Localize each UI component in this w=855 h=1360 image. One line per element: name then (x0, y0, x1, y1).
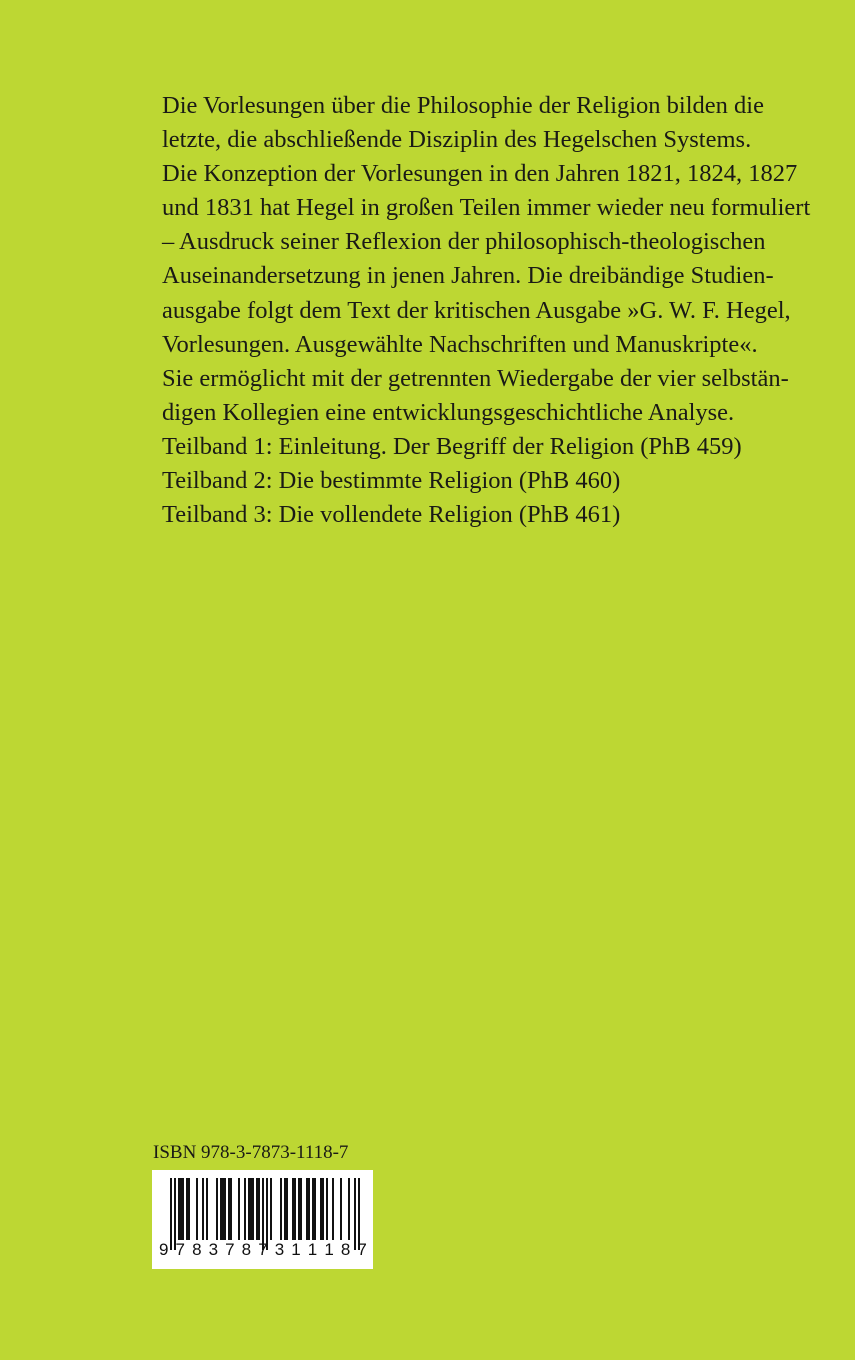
blurb-line: Vorlesungen. Ausgewählte Nachschriften und Manuskripte«. (162, 330, 758, 358)
barcode-bar (248, 1178, 250, 1240)
blurb-line: Auseinandersetzung in jenen Jahren. Die dreibändige Studien- (162, 262, 774, 290)
barcode-bar (182, 1178, 184, 1240)
barcode-bar (270, 1178, 272, 1240)
barcode-bar (188, 1178, 190, 1240)
barcode-bar (348, 1178, 350, 1240)
barcode-bar (308, 1178, 310, 1240)
barcode-bar (228, 1178, 230, 1240)
barcode-bar (216, 1178, 218, 1240)
barcode-digit: 7 (175, 1240, 185, 1259)
barcode (152, 1170, 373, 1269)
barcode-bar (292, 1178, 294, 1240)
barcode-bar (206, 1178, 208, 1240)
barcode-bar (258, 1178, 260, 1240)
barcode-digit: 8 (241, 1240, 252, 1259)
barcode-bar (256, 1178, 258, 1240)
barcode-bar (300, 1178, 302, 1240)
barcode-digit: 3 (208, 1240, 219, 1259)
volume-line-3: Teilband 3: Die vollendete Religion (PhB 461) (162, 501, 621, 529)
barcode-bar (306, 1178, 308, 1240)
barcode-digit: 1 (307, 1240, 318, 1259)
barcode-digit: 1 (324, 1240, 334, 1259)
barcode-bar (196, 1178, 198, 1240)
barcode-digit: 8 (192, 1240, 202, 1259)
blurb-line: letzte, die abschließende Disziplin des Hegelschen Systems. (162, 126, 752, 154)
barcode-bar (284, 1178, 286, 1240)
barcode-digit: 7 (258, 1240, 268, 1259)
blurb-line: ausgabe folgt dem Text der kritischen Ausgabe »G. W. F. Hegel, (162, 296, 791, 324)
blurb-line: digen Kollegien eine entwicklungsgeschichtliche Analyse. (162, 398, 735, 426)
isbn-label: ISBN 978-3-7873-1118-7 (153, 1142, 349, 1163)
barcode-digit: 3 (274, 1240, 285, 1259)
barcode-bar (280, 1178, 282, 1240)
barcode-digit: 7 (225, 1240, 235, 1259)
barcode-bar (178, 1178, 180, 1240)
barcode-bar (298, 1178, 300, 1240)
barcode-digit: 8 (340, 1240, 351, 1259)
barcode-bar (252, 1178, 254, 1240)
barcode-bar (230, 1178, 232, 1240)
blurb-line: Sie ermöglicht mit der getrennten Wiedergabe der vier selbstän- (162, 364, 789, 392)
volume-line-2: Teilband 2: Die bestimmte Religion (PhB 460) (162, 467, 621, 495)
barcode-digits (159, 1240, 367, 1260)
blurb-line: Die Vorlesungen über die Philosophie der Religion bilden die (162, 92, 764, 119)
barcode-bar (340, 1178, 342, 1240)
blurb-line: – Ausdruck seiner Reflexion der philosophisch-theologischen (162, 228, 766, 256)
blurb-text (162, 89, 811, 532)
barcode-bar (250, 1178, 252, 1240)
barcode-bar (186, 1178, 188, 1240)
blurb-line: Die Konzeption der Vorlesungen in den Jahren 1821, 1824, 1827 (162, 160, 798, 188)
barcode-bar (220, 1178, 222, 1240)
volume-line-1: Teilband 1: Einleitung. Der Begriff der Religion (PhB 459) (162, 432, 742, 460)
barcode-bar (320, 1178, 322, 1240)
barcode-bar (222, 1178, 224, 1240)
barcode-digit: 9 (159, 1240, 169, 1259)
blurb-line: und 1831 hat Hegel in großen Teilen immer wieder neu formuliert (162, 194, 811, 222)
barcode-digit: 1 (291, 1240, 301, 1259)
barcode-bar (332, 1178, 334, 1240)
barcode-bar (238, 1178, 240, 1240)
barcode-bar (180, 1178, 182, 1240)
barcode-bar (312, 1178, 314, 1240)
barcode-bar (294, 1178, 296, 1240)
barcode-bar (314, 1178, 316, 1240)
barcode-bar (224, 1178, 226, 1240)
barcode-bar (202, 1178, 204, 1240)
barcode-bar (322, 1178, 324, 1240)
barcode-bar (286, 1178, 288, 1240)
barcode-bar (326, 1178, 328, 1240)
barcode-digit: 7 (357, 1240, 367, 1259)
barcode-bar (244, 1178, 246, 1240)
